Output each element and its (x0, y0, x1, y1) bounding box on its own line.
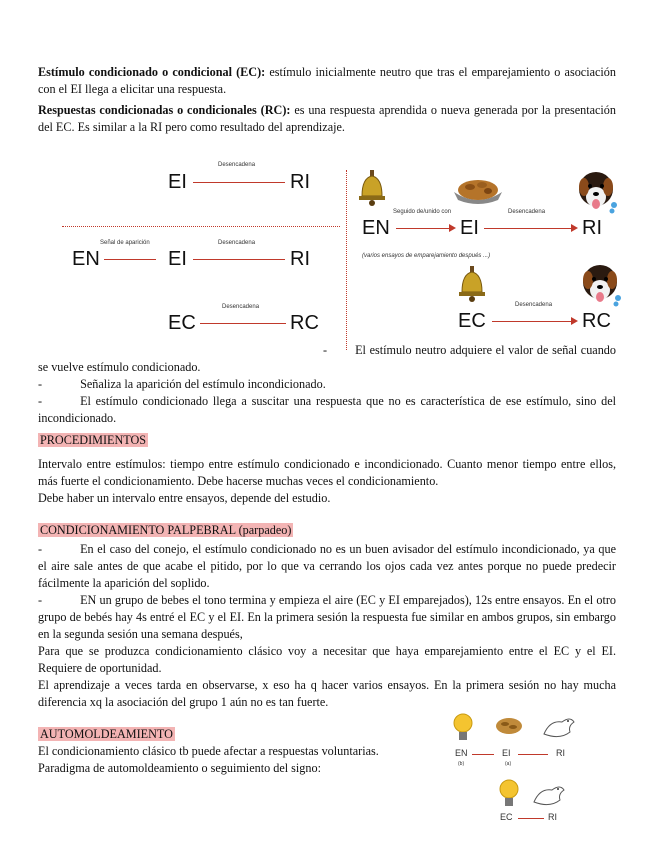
node-ri-2: RI (290, 248, 310, 270)
node-rc-1: RC (290, 312, 319, 334)
label-desencadena-1: Desencadena (218, 162, 256, 168)
rc-definition (38, 102, 616, 136)
arrow-ei-ri-2 (193, 259, 285, 260)
label-desencadena-2: Desencadena (218, 240, 256, 246)
palpebral-bullet-1: - En el caso del conejo, el estímulo condicionado no es un buen avisador del estímulo incondicionado, ya que el aire sale antes de que acabe el pitido, por lo que va cerrando los ojos cada vez antes porque no puede predecir fácilmente la aparición del soplido. (38, 542, 616, 590)
label-desencadena-r2: Desencadena (515, 302, 553, 308)
auto-arrow-1 (472, 754, 494, 755)
auto-arrow-2 (518, 754, 548, 755)
node-ei-r: EI (460, 217, 479, 239)
bullet-3-text: El estímulo condicionado llega a suscitar una respuesta que no es característica de ese estímulo, sino del incondicionado. (38, 394, 616, 425)
palpebral-bullet-1-text: En el caso del conejo, el estímulo condicionado no es un buen avisador del estímulo incondicionado, ya que el aire sale antes de que acabe el pitido, por lo que va cerrando los ojos cada vez antes porque no puede predecir fácilmente la aparición del soplido. (38, 542, 616, 590)
arrowhead-1 (449, 224, 456, 232)
auto-heading-row (38, 726, 438, 743)
procedimientos-p1: Intervalo entre estímulos: tiempo entre estímulo condicionado e incondicionado. Cuanto menor tiempo entre ellos, más fuerte el condicionamiento. Debe hacerse muchas veces el condicionamiento. (38, 457, 616, 488)
bullet-2-text: Señaliza la aparición del estímulo incondicionado. (80, 377, 326, 391)
node-ri-1: RI (290, 171, 310, 193)
grain-icon (494, 714, 524, 736)
dog-icon-2 (578, 260, 624, 308)
label-senal-1: Señal de aparición (100, 240, 150, 246)
auto-arrow-3 (518, 818, 544, 819)
auto-p2: Paradigma de automoldeamiento o seguimiento del signo: (38, 761, 321, 775)
lightbulb-icon-2 (498, 778, 520, 810)
note-ensayos: (varios ensayos de emparejamiento después ...) (362, 253, 491, 259)
auto-node-en: EN (455, 748, 468, 758)
palpebral-p3: Para que se produzca condicionamiento clásico voy a necesitar que haya emparejamiento entre el EC y el EI. Requiere de oportunidad. (38, 644, 616, 675)
arrowhead-2 (571, 224, 578, 232)
palpebral-bullet-2-text: EN un grupo de bebes el tono termina y empieza el aire (EC y EI emparejados), 12s entre ensayos. En el otro grupo de bebés hay 4s entré el EC y el EI. En la primera sesión la respuesta fue similar en ambos grupos, sin embargo en la segunda sesión una semana después, (38, 593, 616, 641)
arrow-en-ei (104, 259, 156, 260)
dog-icon (574, 167, 620, 215)
node-ei-2: EI (168, 248, 187, 270)
node-ri-r: RI (582, 217, 602, 239)
arrow-ei-ri (193, 182, 285, 183)
label-senal-r: Seguido de/unido con (393, 209, 452, 215)
node-en-1: EN (72, 248, 100, 270)
node-en-r: EN (362, 217, 390, 239)
auto-ei-sub: (a) (505, 761, 512, 767)
auto-p1: El condicionamiento clásico tb puede afectar a respuestas voluntarias. (38, 744, 379, 758)
arrow-ec-rc (200, 323, 286, 324)
dotted-separator-v (346, 170, 347, 350)
ec-definition (38, 64, 616, 98)
node-ec-r: EC (458, 310, 486, 332)
dotted-separator-h (62, 226, 340, 227)
node-rc-r: RC (582, 310, 611, 332)
node-ei-1: EI (168, 171, 187, 193)
palpebral-heading: CONDICIONAMIENTO PALPEBRAL (parpadeo) (40, 523, 292, 537)
arrow-ec-rc-r (492, 321, 572, 322)
lightbulb-icon (452, 712, 474, 744)
label-desencadena-r1: Desencadena (508, 209, 546, 215)
auto-node-ri: RI (556, 748, 565, 758)
pigeon-sketch-icon-2 (530, 780, 568, 810)
automoldeamiento-heading: AUTOMOLDEAMIENTO (40, 727, 173, 741)
food-bowl-icon (452, 176, 504, 206)
bullet-1-text: El estímulo neutro adquiere el valor de señal cuando se vuelve estímulo condicionado. (38, 343, 616, 374)
procedimientos-p2: Debe haber un intervalo entre ensayos, depende del estudio. (38, 491, 331, 505)
bullet-1 (38, 342, 616, 376)
ec-text: estímulo inicialmente neutro que tras el emparejamiento o asociación con el EI llega a elicitar una respuesta. (38, 65, 616, 96)
bullet-3: - El estímulo condicionado llega a suscitar una respuesta que no es característica de ese estímulo, sino del incondicionado. (38, 394, 616, 425)
bullet-2: - Señaliza la aparición del estímulo incondicionado. (38, 377, 326, 391)
ec-term: Estímulo condicionado o condicional (EC): (38, 65, 266, 79)
palpebral-bullet-2: - EN un grupo de bebes el tono termina y empieza el aire (EC y EI emparejados), 12s entre ensayos. En el otro grupo de bebés hay 4s entré el EC y el EI. En la primera sesión la respuesta fue similar en ambos grupos, sin embargo en la segunda sesión una semana después, (38, 593, 616, 641)
procedimientos-heading: PROCEDIMIENTOS (40, 433, 147, 447)
pigeon-sketch-icon (540, 712, 578, 742)
auto-node-ri-2: RI (548, 812, 557, 822)
bullet-1-dash: - (323, 343, 328, 357)
arrow-en-ei-r (396, 228, 450, 229)
procedimientos-heading-row (38, 432, 616, 449)
auto-en-sub: (b) (458, 761, 465, 767)
arrowhead-3 (571, 317, 578, 325)
palpebral-heading-row (38, 522, 616, 539)
arrow-ei-ri-r (484, 228, 572, 229)
bell-icon (358, 170, 386, 208)
label-desencadena-3: Desencadena (222, 304, 260, 310)
auto-node-ei: EI (502, 748, 511, 758)
rc-term: Respuestas condicionadas o condicionales (RC): (38, 103, 291, 117)
node-ec-1: EC (168, 312, 196, 334)
bell-icon-2 (458, 266, 486, 304)
palpebral-p4: El aprendizaje a veces tarda en observarse, x eso ha q hacer varios ensayos. En la primera sesión no hay mucha diferencia xq la asociación del grupo 1 aún no es tan fuerte. (38, 678, 616, 709)
rc-text: es una respuesta aprendida o nueva generada por la presentación del EC. Es similar a la RI pero como resultado del aprendizaje. (38, 103, 616, 134)
auto-node-ec: EC (500, 812, 513, 822)
